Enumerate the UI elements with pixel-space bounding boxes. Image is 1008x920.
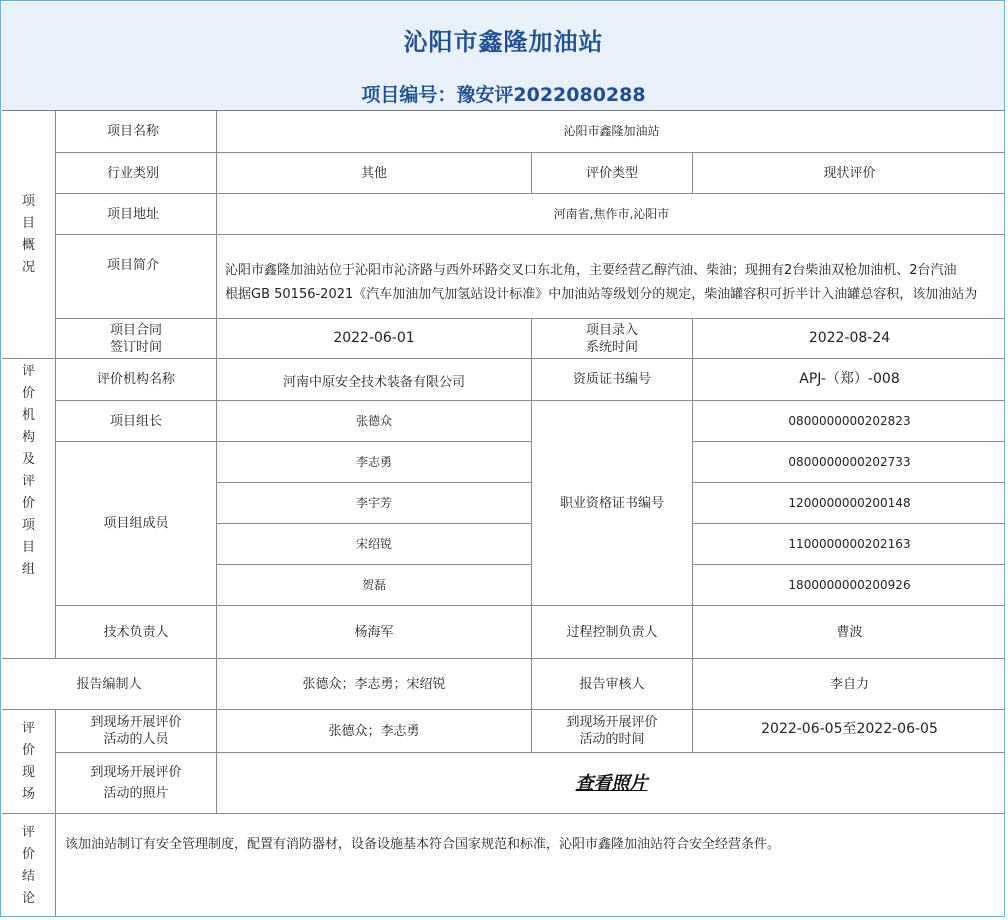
site-photo-label: 到现场开展评价 活动的照片 bbox=[90, 765, 182, 801]
member-cert: 0800000000202733 bbox=[788, 454, 911, 469]
cert-label: 资质证书编号 bbox=[572, 372, 651, 387]
site-section-label: 评价现场 bbox=[21, 720, 35, 802]
leader-cert: 0800000000202823 bbox=[788, 413, 911, 428]
member-name: 贺磊 bbox=[361, 577, 386, 592]
address-value: 河南省,焦作市,沁阳市 bbox=[553, 206, 670, 221]
contract-time-value: 2022-06-01 bbox=[333, 330, 415, 346]
leader-name: 张德众 bbox=[355, 413, 392, 428]
address-label: 项目地址 bbox=[107, 206, 160, 222]
process-lead-value: 曹波 bbox=[836, 624, 863, 640]
tech-lead-value: 杨海军 bbox=[354, 624, 394, 640]
eval-type-value: 现状评价 bbox=[823, 165, 876, 181]
report-reviewer-label: 报告审核人 bbox=[579, 676, 645, 692]
intro-line-2: 根据GB 50156-2021《汽车加油加气加氢站设计标准》中加油站等级划分的规定，柴油罐容积可折半计入油罐总容积，该加油站为 bbox=[225, 287, 978, 302]
site-time-value: 2022-06-05至2022-06-05 bbox=[761, 720, 938, 737]
conclusion-section-label: 评价结论 bbox=[21, 825, 35, 906]
process-lead-label: 过程控制负责人 bbox=[566, 624, 658, 640]
member-cert: 1800000000200926 bbox=[788, 577, 911, 592]
report-reviewer-value: 李自力 bbox=[829, 676, 869, 692]
members-label: 项目组成员 bbox=[103, 516, 169, 531]
qual-cert-label: 职业资格证书编号 bbox=[559, 495, 664, 511]
tech-lead-label: 技术负责人 bbox=[103, 624, 169, 640]
member-cert: 1100000000202163 bbox=[788, 536, 911, 551]
member-name: 李志勇 bbox=[355, 454, 392, 469]
header bbox=[2, 2, 1005, 111]
project-name-label: 项目名称 bbox=[107, 124, 160, 139]
intro-text bbox=[225, 259, 1005, 307]
overview-section-label: 项目概况 bbox=[21, 193, 35, 275]
report-writer-value: 张德众；李志勇；宋绍锐 bbox=[302, 676, 446, 692]
industry-label: 行业类别 bbox=[107, 165, 160, 181]
report-writer-label: 报告编制人 bbox=[76, 676, 142, 692]
site-people-value: 张德众；李志勇 bbox=[328, 723, 420, 739]
org-name-value: 河南中原安全技术装备有限公司 bbox=[282, 375, 465, 390]
leader-label: 项目组长 bbox=[109, 413, 162, 429]
view-photos-link[interactable]: 查看照片 bbox=[575, 772, 648, 794]
contract-time-label: 项目合同 签订时间 bbox=[109, 322, 162, 355]
entry-time-label: 项目录入 系统时间 bbox=[585, 322, 638, 355]
site-photo-cell bbox=[217, 753, 1005, 813]
industry-value: 其他 bbox=[360, 165, 387, 181]
cert-value: APJ-（郑）-008 bbox=[799, 371, 900, 387]
site-people-label: 到现场开展评价 活动的人员 bbox=[90, 715, 182, 747]
page-title: 沁阳市鑫隆加油站 bbox=[403, 28, 604, 56]
eval-type-label: 评价类型 bbox=[585, 165, 638, 181]
member-name: 宋绍锐 bbox=[355, 536, 392, 551]
project-number: 项目编号：豫安评2022080288 bbox=[361, 84, 646, 106]
member-cert: 1200000000200148 bbox=[788, 495, 911, 510]
site-time-label: 到现场开展评价 活动的时间 bbox=[566, 715, 658, 747]
conclusion-text: 该加油站制订有安全管理制度，配置有消防器材，设备设施基本符合国家规范和标准，沁阳市鑫隆加油站符合安全经营条件。 bbox=[65, 837, 781, 852]
entry-time-value: 2022-08-24 bbox=[808, 330, 891, 346]
org-name-label: 评价机构名称 bbox=[96, 372, 175, 387]
member-name: 李宇芳 bbox=[355, 495, 392, 510]
org-section-label: 评价机构及评价项目组 bbox=[21, 364, 35, 577]
intro-label: 项目简介 bbox=[107, 257, 160, 273]
project-name-value: 沁阳市鑫隆加油站 bbox=[563, 124, 660, 138]
intro-line-1: 沁阳市鑫隆加油站位于沁阳市沁济路与西外环路交叉口东北角，主要经营乙醇汽油、柴油；现拥有2台柴油双枪加油机、2台汽油 bbox=[225, 263, 957, 278]
